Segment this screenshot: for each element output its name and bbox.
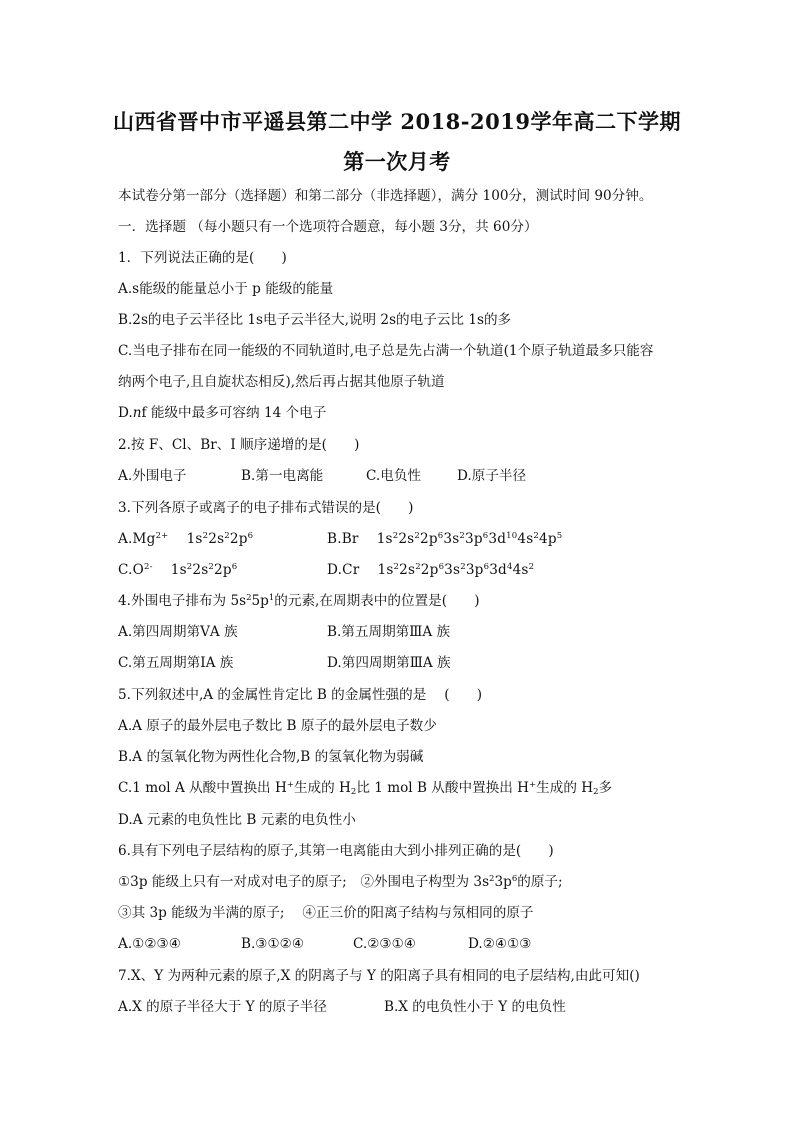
q1-option-a: A.s能级的能量总小于 p 能级的能量 [118,281,334,297]
q4-option-c: C.第五周期第ⅠA 族 [118,655,234,671]
q2-option-d: D.原子半径 [457,468,527,484]
q2-option-a: A.外围电子 [118,468,187,484]
q7-option-a: A.X 的原子半径大于 Y 的原子半径 [118,999,327,1015]
section-heading: 一．选择题 （每小题只有一个选项符合题意，每小题 3分，共 60分） [118,219,538,235]
q1-option-d: D.nf 能级中最多可容纳 14 个电子 [118,405,327,421]
q2-stem: 2.按 F、Cl、Br、I 顺序递增的是( ) [118,437,360,453]
q1-stem: 1．下列说法正确的是( ) [118,250,287,266]
q6-stem: 6.具有下列电子层结构的原子,其第一电离能由大到小排列正确的是( ) [118,843,554,859]
exam-title-line1: 山西省晋中市平遥县第二中学 2018-2019学年高二下学期 [113,109,681,134]
q2-option-b: B.第一电离能 [241,468,324,484]
q3-option-a: $A.Mg^{2+}$ $1s^22s^22p^6$ [118,531,254,547]
q6-condition-line2: ③其 3p 能级为半满的原子; ④正三价的阳离子结构与氖相同的原子 [118,905,534,921]
q6-option-a: A.①②③④ [118,936,181,952]
q3-option-d: D.Cr $1s^22s^22p^63s^23p^63d^44s^2$ [327,562,535,578]
q1-option-b: B.2s的电子云半径比 1s电子云半径大,说明 2s的电子云比 1s的多 [118,312,512,328]
q6-option-b: B.③①②④ [241,936,305,952]
q5-option-a: A.A 原子的最外层电子数比 B 原子的最外层电子数少 [118,718,437,734]
q5-option-c: C.1 mol A 从酸中置换出 H+生成的 $H_2$比 1 mol B 从酸中置换出 H+生成的 $H_2$多 [118,780,613,797]
q4-option-d: D.第四周期第ⅢA 族 [327,655,451,671]
q4-option-b: B.第五周期第ⅢA 族 [327,624,451,640]
q1-option-c-line2: 纳两个电子,且自旋状态相反),然后再占据其他原子轨道 [118,374,445,390]
exam-intro: 本试卷分第一部分（选择题）和第二部分（非选择题），满分 100分，测试时间 90分钟。 [118,188,653,204]
q6-option-d: D.②④①③ [468,936,532,952]
q5-stem: 5.下列叙述中,A 的金属性肯定比 B 的金属性强的是 ( ) [118,687,483,703]
q7-stem: 7.X、Y 为两种元素的原子,X 的阴离子与 Y 的阳离子具有相同的电子层结构,由此可知() [118,968,640,984]
q5-option-d: D.A 元素的电负性比 B 元素的电负性小 [118,812,356,828]
q3-option-c: $C.O^{2-}$ $1s^22s^22p^6$ [118,562,238,578]
q3-stem: 3.下列各原子或离子的电子排布式错误的是( ) [118,500,414,516]
q1-option-c-line1: C.当电子排布在同一能级的不同轨道时,电子总是先占满一个轨道(1个原子轨道最多只能容 [118,343,654,359]
q6-condition-line1: ①3p 能级上只有一对成对电子的原子; ②外围电子构型为 $3s^23p^6$的原子; [118,874,563,890]
q3-option-b: B.Br $1s^22s^22p^63s^23p^63d^{10}4s^24p^5$ [327,531,563,547]
q7-option-b: B.X 的电负性小于 Y 的电负性 [384,999,566,1015]
q4-option-a: A.第四周期第ⅤA 族 [118,624,238,640]
q5-option-b: B.A 的氢氧化物为两性化合物,B 的氢氧化物为弱碱 [118,749,424,765]
q4-stem: 4.外围电子排布为 $5s^25p^1$的元素,在周期表中的位置是( ) [118,593,480,609]
q6-option-c: C.②③①④ [353,936,416,952]
q2-option-c: C.电负性 [366,468,422,484]
exam-title-line2: 第一次月考 [343,149,451,174]
